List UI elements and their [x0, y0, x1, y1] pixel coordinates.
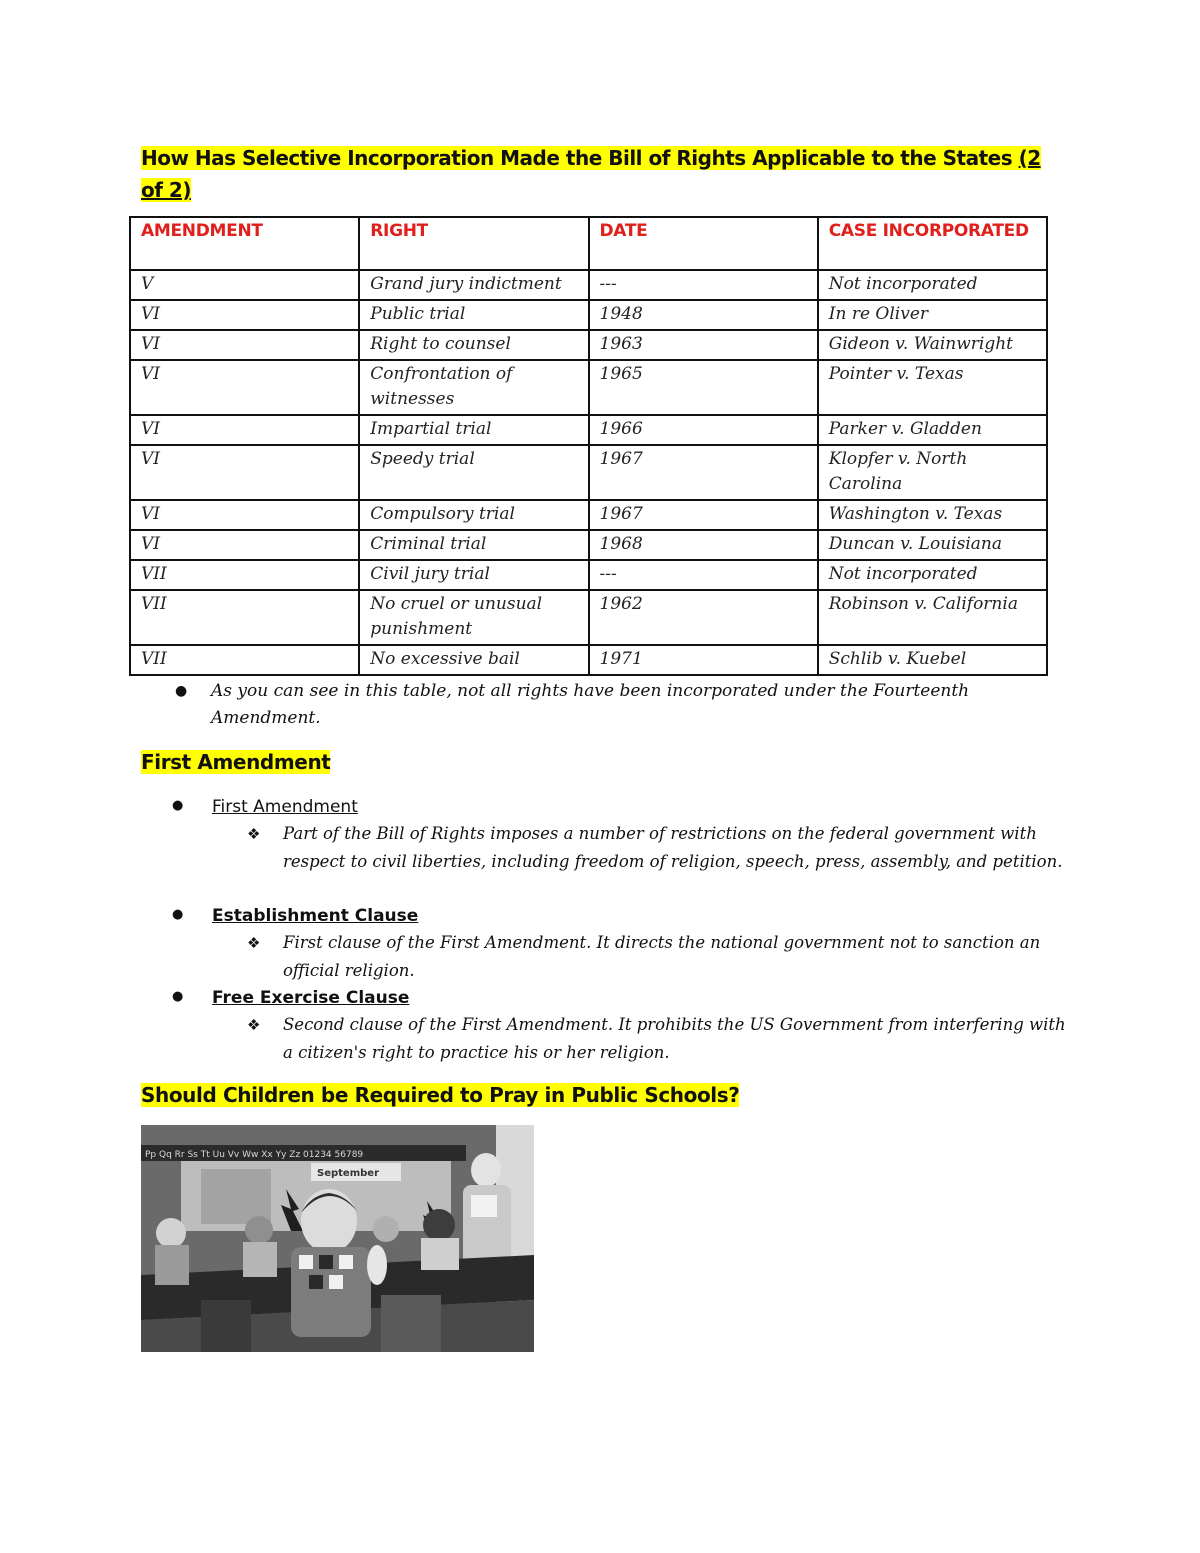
title-main: How Has Selective Incorporation Made the Bill of Rights Applicable to the States	[141, 146, 1013, 170]
table-row	[130, 590, 1047, 645]
cell-date: 1948	[589, 300, 818, 330]
cell-case: Parker v. Gladden	[818, 415, 1047, 445]
table-row	[130, 645, 1047, 675]
header-right: RIGHT	[359, 217, 588, 270]
table-note: As you can see in this table, not all rights have been incorporated under the Fourteenth Amendment.	[211, 681, 970, 728]
cell-date: 1968	[589, 530, 818, 560]
classroom-photo-illustration	[141, 1125, 534, 1352]
bullet-icon: ●	[172, 798, 184, 813]
table-row	[130, 500, 1047, 530]
cell-amendment: VI	[130, 415, 359, 445]
section-heading-school-prayer: Should Children be Required to Pray in Public Schools?	[141, 1083, 740, 1107]
table-row	[130, 530, 1047, 560]
document-title	[141, 142, 1066, 206]
table-row	[130, 415, 1047, 445]
alphabet-strip-text: Pp Qq Rr Ss Tt Uu Vv Ww Xx Yy Zz 01234 56789	[145, 1150, 364, 1160]
bullet-icon: ●	[172, 907, 184, 922]
diamond-bullet-icon: ❖	[247, 934, 261, 952]
cell-right: Civil jury trial	[359, 560, 588, 590]
cell-right: Confrontation of witnesses	[359, 360, 588, 415]
cell-amendment: VI	[130, 330, 359, 360]
cell-case: Pointer v. Texas	[818, 360, 1047, 415]
cell-date: 1966	[589, 415, 818, 445]
cell-date: 1967	[589, 500, 818, 530]
definition-free-exercise-clause: Second clause of the First Amendment. It prohibits the US Government from interfering with a citizen's right to practice his or her religion.	[283, 1015, 1066, 1062]
cell-amendment: VI	[130, 445, 359, 500]
cell-right: Criminal trial	[359, 530, 588, 560]
cell-case: Washington v. Texas	[818, 500, 1047, 530]
cell-amendment: VI	[130, 530, 359, 560]
table-row	[130, 330, 1047, 360]
title-suffix: (2 of 2)	[141, 146, 1041, 202]
cell-right: Compulsory trial	[359, 500, 588, 530]
table-row	[130, 270, 1047, 300]
definition-establishment-clause: First clause of the First Amendment. It directs the national government not to sanction an official religion.	[283, 933, 1041, 980]
cell-right: Public trial	[359, 300, 588, 330]
cell-case: Not incorporated	[818, 270, 1047, 300]
table-header-row	[130, 217, 1047, 270]
table-row	[130, 445, 1047, 500]
table-row	[130, 300, 1047, 330]
cell-right: Impartial trial	[359, 415, 588, 445]
cell-date: 1967	[589, 445, 818, 500]
cell-date: 1963	[589, 330, 818, 360]
cell-case: Not incorporated	[818, 560, 1047, 590]
cell-date: ---	[589, 560, 818, 590]
cell-right: No excessive bail	[359, 645, 588, 675]
classroom-prayer-photo	[141, 1125, 534, 1352]
definition-first-amendment: Part of the Bill of Rights imposes a number of restrictions on the federal government with respect to civil liberties, including freedom of religion, speech, press, assembly, and petition.	[283, 824, 1063, 871]
cell-case: Schlib v. Kuebel	[818, 645, 1047, 675]
term-free-exercise-clause: Free Exercise Clause	[212, 988, 410, 1008]
cell-date: 1962	[589, 590, 818, 645]
cell-case: Gideon v. Wainwright	[818, 330, 1047, 360]
cell-amendment: VII	[130, 590, 359, 645]
diamond-bullet-icon: ❖	[247, 825, 261, 843]
cell-date: 1965	[589, 360, 818, 415]
cell-case: In re Oliver	[818, 300, 1047, 330]
cell-amendment: VI	[130, 360, 359, 415]
bullet-icon: ●	[172, 989, 184, 1004]
header-date: DATE	[589, 217, 818, 270]
cell-case: Duncan v. Louisiana	[818, 530, 1047, 560]
header-case-incorporated: CASE INCORPORATED	[818, 217, 1047, 270]
diamond-bullet-icon: ❖	[247, 1016, 261, 1034]
cell-case: Klopfer v. North Carolina	[818, 445, 1047, 500]
calendar-label: September	[317, 1168, 379, 1179]
cell-right: Grand jury indictment	[359, 270, 588, 300]
cell-date: 1971	[589, 645, 818, 675]
cell-amendment: VI	[130, 500, 359, 530]
cell-case: Robinson v. California	[818, 590, 1047, 645]
incorporation-table	[129, 216, 1048, 676]
cell-amendment: VII	[130, 560, 359, 590]
cell-right: Right to counsel	[359, 330, 588, 360]
cell-right: Speedy trial	[359, 445, 588, 500]
cell-amendment: VI	[130, 300, 359, 330]
cell-amendment: V	[130, 270, 359, 300]
header-amendment: AMENDMENT	[130, 217, 359, 270]
bullet-icon: ●	[175, 683, 188, 699]
cell-amendment: VII	[130, 645, 359, 675]
cell-date: ---	[589, 270, 818, 300]
table-row	[130, 560, 1047, 590]
term-establishment-clause: Establishment Clause	[212, 906, 419, 926]
cell-right: No cruel or unusual punishment	[359, 590, 588, 645]
table-row	[130, 360, 1047, 415]
term-first-amendment: First Amendment	[212, 797, 358, 817]
section-heading-first-amendment: First Amendment	[141, 750, 331, 774]
